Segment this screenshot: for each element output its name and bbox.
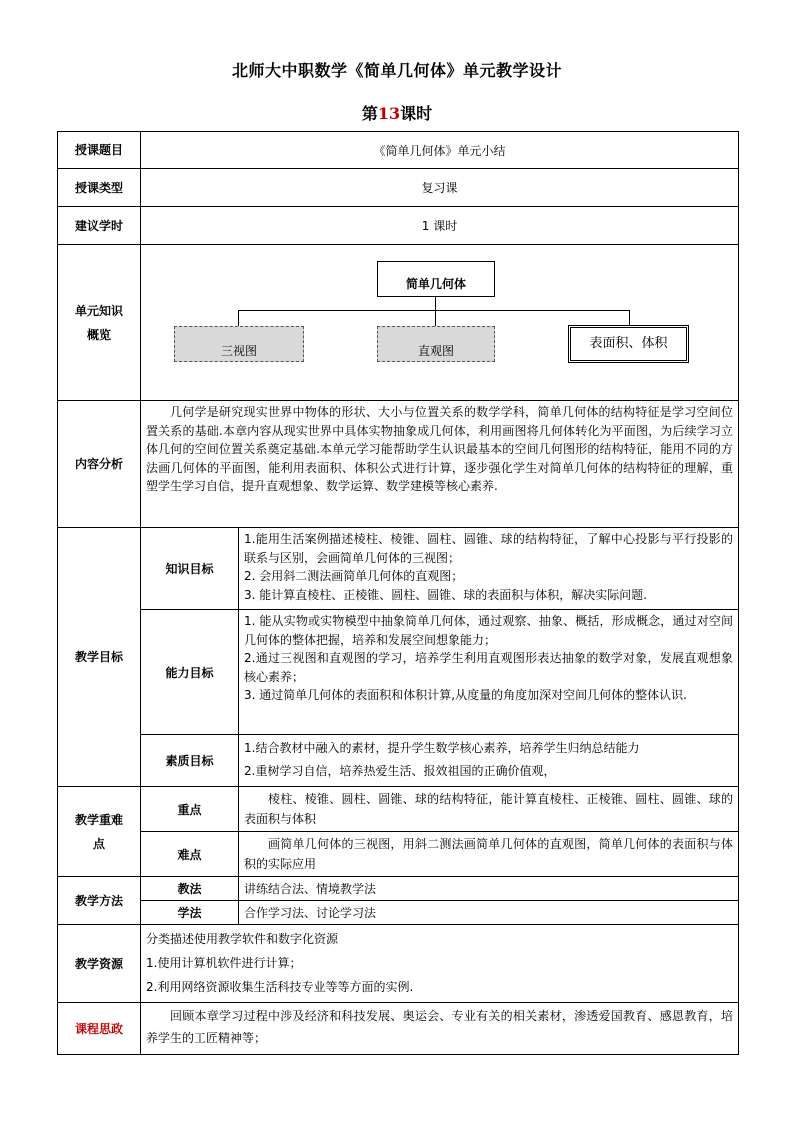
hours-value: 1 课时 <box>141 207 739 245</box>
knowledge-goal-item: 2. 会用斜二测法画简单几何体的直观图； <box>244 569 464 583</box>
row-topic <box>58 132 739 169</box>
row-ideology <box>58 1003 739 1055</box>
type-label: 授课类型 <box>58 169 141 207</box>
knowledge-goal-item: 3. 能计算直棱柱、正棱锥、圆柱、圆锥、球的表面积与体积，解决实际问题. <box>244 587 648 602</box>
topic-value: 《简单几何体》单元小结 <box>141 132 739 169</box>
lesson-num: 13 <box>377 104 401 123</box>
resources-label: 教学资源 <box>58 925 141 1003</box>
row-hours <box>58 207 739 245</box>
methods-label: 教学方法 <box>58 877 141 925</box>
learn-method-label: 学法 <box>141 901 239 925</box>
diagram-connector-left <box>238 310 239 326</box>
difficulty-label: 难点 <box>141 832 239 877</box>
diagram-connector-right <box>629 310 630 325</box>
type-value: 复习课 <box>141 169 739 207</box>
resources-line: 1.使用计算机软件进行计算； <box>146 956 302 970</box>
overview-label <box>58 245 141 401</box>
row-quality-goal <box>58 735 739 787</box>
topic-label: 授课题目 <box>58 132 141 169</box>
diagram-connector-bar <box>238 310 630 311</box>
teach-method-value: 讲练结合法、情境教学法 <box>239 877 739 901</box>
lesson-suffix: 课时 <box>400 104 433 123</box>
diagram-right-label: 表面积、体积 <box>589 335 668 351</box>
diagram-left <box>174 326 304 362</box>
diagram-middle-label: 直观图 <box>417 343 454 358</box>
difficulty-text: 画简单几何体的三视图，用斜二测法画简单几何体的直观图，简单几何体的表面积与体积的实际应用 <box>244 837 734 871</box>
overview-label-text: 单元知识概览 <box>74 303 123 342</box>
row-overview <box>58 245 739 401</box>
row-resources <box>58 925 739 1003</box>
knowledge-goal-cell <box>239 528 739 610</box>
quality-goal-label: 素质目标 <box>141 735 239 787</box>
row-analysis <box>58 401 739 528</box>
diagram-root <box>377 261 495 297</box>
resources-cell <box>141 925 739 1003</box>
ideology-cell <box>141 1003 739 1055</box>
row-difficulty <box>58 832 739 877</box>
knowledge-goal-item: 1.能用生活案例描述棱柱、棱锥、圆柱、圆锥、球的结构特征，了解中心投影与平行投影的联系与区别，会画简单几何体的三视图； <box>244 532 734 565</box>
analysis-text: 几何学是研究现实世界中物体的形状、大小与位置关系的数学学科，简单几何体的结构特征是学习空间位置关系的基础.本章内容从现实世界中具体实物抽象成几何体，利用画图将几何体转化为平面图，为后续学习立体几何的空间位置关系奠定基础.本单元学习能帮助学生认识最基本的空间几何图形的结构特征，能用不同的方法画几何体的平面图，能利用表面积、体积公式进行计算，逐步强化学生对简单几何体的结构特征的理解，重塑学生学习自信，提升直观想象、数学运算、数学建模等核心素养. <box>146 405 734 493</box>
goals-label: 教学目标 <box>58 528 141 787</box>
diagram-right <box>568 325 689 363</box>
knowledge-goal-label: 知识目标 <box>141 528 239 610</box>
overview-diagram-cell <box>141 245 739 401</box>
ideology-label: 课程思政 <box>58 1003 141 1055</box>
lesson-number <box>0 101 794 124</box>
diagram-connector-middle <box>435 310 436 326</box>
diagram-connector-root <box>435 297 436 310</box>
diagram-left-label: 三视图 <box>220 343 257 358</box>
quality-goal-cell <box>239 735 739 787</box>
focus-cell <box>239 787 739 832</box>
ability-goal-label: 能力目标 <box>141 610 239 735</box>
lesson-plan-table <box>57 131 739 1055</box>
row-teach-method <box>58 877 739 901</box>
ability-goal-item: 1. 能从实物或实物模型中抽象简单几何体，通过观察、抽象、概括，形成概念，通过对空间几何体的整体把握，培养和发展空间想象能力； <box>244 614 734 647</box>
teach-method-label: 教法 <box>141 877 239 901</box>
focus-text: 棱柱、棱锥、圆柱、圆锥、球的结构特征，能计算直棱柱、正棱锥、圆柱、圆锥、球的表面积与体积 <box>244 792 734 826</box>
row-learn-method <box>58 901 739 925</box>
row-type <box>58 169 739 207</box>
diagram-root-label: 简单几何体 <box>405 276 466 291</box>
keypoints-label <box>58 787 141 877</box>
resources-line: 2.利用网络资源收集生活科技专业等等方面的实例. <box>146 980 414 994</box>
lesson-prefix: 第 <box>361 104 378 123</box>
ability-goal-item: 2.通过三视图和直观图的学习，培养学生利用直观图形表达抽象的数学对象，发展直观想象核心素养； <box>244 651 734 684</box>
knowledge-diagram <box>141 246 738 400</box>
quality-goal-item: 2.重树学习自信，培养热爱生活、报效祖国的正确价值观， <box>244 764 556 778</box>
ability-goal-item: 3. 通过简单几何体的表面积和体积计算,从度量的角度加深对空间几何体的整体认识. <box>244 688 687 702</box>
learn-method-value: 合作学习法、讨论学习法 <box>239 901 739 925</box>
document-title: 北师大中职数学《简单几何体》单元教学设计 <box>231 61 562 80</box>
row-knowledge-goal <box>58 528 739 610</box>
keypoints-label-text: 教学重难点 <box>74 812 123 851</box>
hours-label: 建议学时 <box>58 207 141 245</box>
resources-line: 分类描述使用教学软件和数字化资源 <box>146 932 339 946</box>
ability-goal-cell <box>239 610 739 735</box>
quality-goal-item: 1.结合教材中融入的素材，提升学生数学核心素养，培养学生归纳总结能力 <box>244 741 640 755</box>
row-focus <box>58 787 739 832</box>
difficulty-cell <box>239 832 739 877</box>
ideology-text: 回顾本章学习过程中涉及经济和科技发展、奥运会、专业有关的相关素材，渗透爱国教育、感恩教育，培养学生的工匠精神等； <box>146 1009 734 1045</box>
analysis-label: 内容分析 <box>58 401 141 528</box>
diagram-middle <box>377 326 495 362</box>
focus-label: 重点 <box>141 787 239 832</box>
row-ability-goal <box>58 610 739 735</box>
analysis-text-cell <box>141 401 739 528</box>
